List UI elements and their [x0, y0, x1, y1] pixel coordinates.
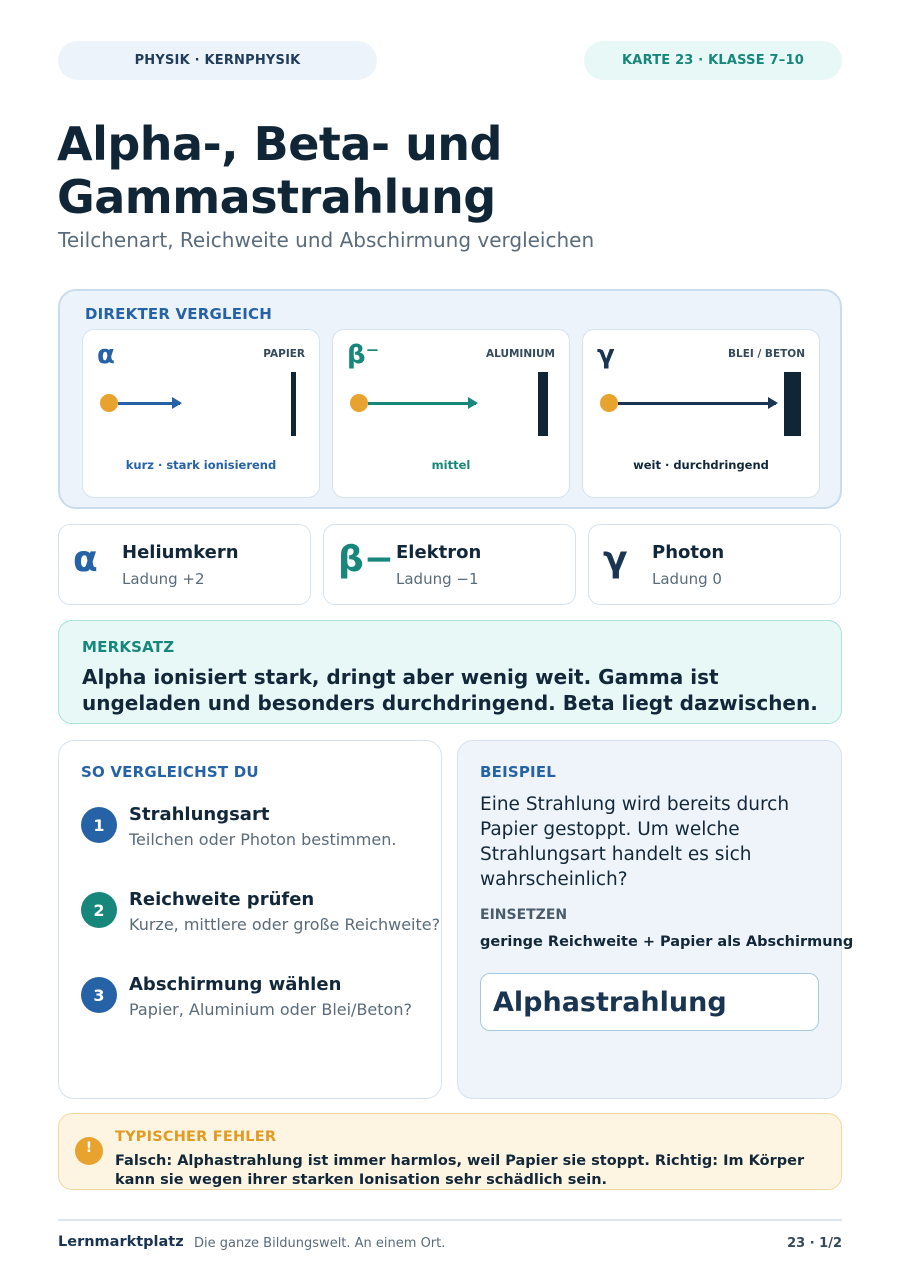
range-card-alpha — [82, 329, 320, 498]
source-dot — [100, 394, 118, 412]
range-arrow — [368, 402, 476, 405]
range-description: kurz · stark ionisierend — [125, 458, 277, 472]
page-subtitle: Teilchenart, Reichweite und Abschirmung vergleichen — [58, 228, 595, 252]
mistake-text: Falsch: Alphastrahlung ist immer harmlos, weil Papier sie stoppt. Richtig: Im Körper kann sie wegen ihrer starken Ionisation sehr schädlich sein. — [115, 1153, 805, 1188]
gamma-symbol: γ — [603, 539, 628, 580]
particle-card-alpha — [58, 524, 311, 605]
particle-charge: Ladung +2 — [122, 570, 205, 588]
particle-name: Heliumkern — [122, 542, 239, 563]
comparison-panel — [58, 289, 842, 509]
alpha-symbol: α — [97, 340, 115, 370]
shield-material: ALUMINIUM — [486, 348, 555, 360]
insert-label: EINSETZEN — [480, 907, 568, 923]
source-dot — [600, 394, 618, 412]
particle-name: Photon — [652, 542, 725, 563]
step-title: Strahlungsart — [129, 804, 270, 825]
card-badge: KARTE 23 · KLASSE 7–10 — [584, 41, 842, 80]
particle-charge: Ladung 0 — [652, 570, 722, 588]
step-number: 2 — [81, 892, 117, 928]
example-panel — [457, 740, 854, 1099]
example-question: Eine Strahlung wird bereits durch Papier gestoppt. Um welche Strahlungsart handelt es sich wahrscheinlich? — [480, 794, 790, 890]
particle-card-gamma — [588, 524, 841, 605]
mistake-label: TYPISCHER FEHLER — [115, 1129, 277, 1145]
beta-symbol: β− — [338, 539, 394, 580]
step-title: Abschirmung wählen — [129, 974, 342, 995]
steps-label: SO VERGLEICHST DU — [81, 763, 259, 781]
shield-wall — [538, 372, 548, 436]
page-title: Alpha-, Beta- und Gammastrahlung — [57, 117, 502, 224]
range-card-beta — [332, 329, 570, 498]
shield-material: PAPIER — [263, 348, 305, 360]
merksatz-text: Alpha ionisiert stark, dringt aber wenig weit. Gamma ist ungeladen und besonders durchdringend. Beta liegt dazwischen. — [82, 665, 818, 715]
step-text: Teilchen oder Photon bestimmen. — [129, 830, 397, 849]
shield-wall — [291, 372, 296, 436]
step-number: 3 — [81, 977, 117, 1013]
alpha-symbol: α — [73, 539, 98, 580]
step-number: 1 — [81, 807, 117, 843]
answer-box: Alphastrahlung — [480, 973, 819, 1031]
shield-material: BLEI / BETON — [728, 348, 805, 360]
step-text: Kurze, mittlere oder große Reichweite? — [129, 915, 441, 934]
step-text: Papier, Aluminium oder Blei/Beton? — [129, 1000, 412, 1019]
source-dot — [350, 394, 368, 412]
warning-icon: ! — [75, 1137, 103, 1165]
merksatz-label: MERKSATZ — [82, 638, 175, 656]
step-title: Reichweite prüfen — [129, 889, 315, 910]
common-mistake-box — [58, 1113, 842, 1190]
range-arrow — [118, 402, 180, 405]
range-description: mittel — [431, 458, 471, 472]
range-description: weit · durchdringend — [633, 458, 769, 472]
insert-text: geringe Reichweite + Papier als Abschirmung — [480, 934, 854, 950]
brand-name: Lernmarktplatz — [58, 1234, 184, 1250]
page-number: 23 · 1/2 — [787, 1236, 842, 1251]
footer-divider — [58, 1219, 842, 1221]
steps-panel — [58, 740, 442, 1099]
particle-card-beta — [323, 524, 576, 605]
range-card-gamma — [582, 329, 820, 498]
comparison-label: DIREKTER VERGLEICH — [85, 305, 272, 323]
brand-slogan: Die ganze Bildungswelt. An einem Ort. — [194, 1236, 446, 1251]
merksatz-box — [58, 620, 842, 724]
gamma-symbol: γ — [597, 340, 615, 370]
shield-wall — [784, 372, 801, 436]
particle-charge: Ladung −1 — [396, 570, 479, 588]
beta-symbol: β⁻ — [347, 340, 380, 370]
particle-name: Elektron — [396, 542, 482, 563]
range-arrow — [618, 402, 776, 405]
subject-badge: PHYSIK · KERNPHYSIK — [58, 41, 377, 80]
example-label: BEISPIEL — [480, 763, 557, 781]
